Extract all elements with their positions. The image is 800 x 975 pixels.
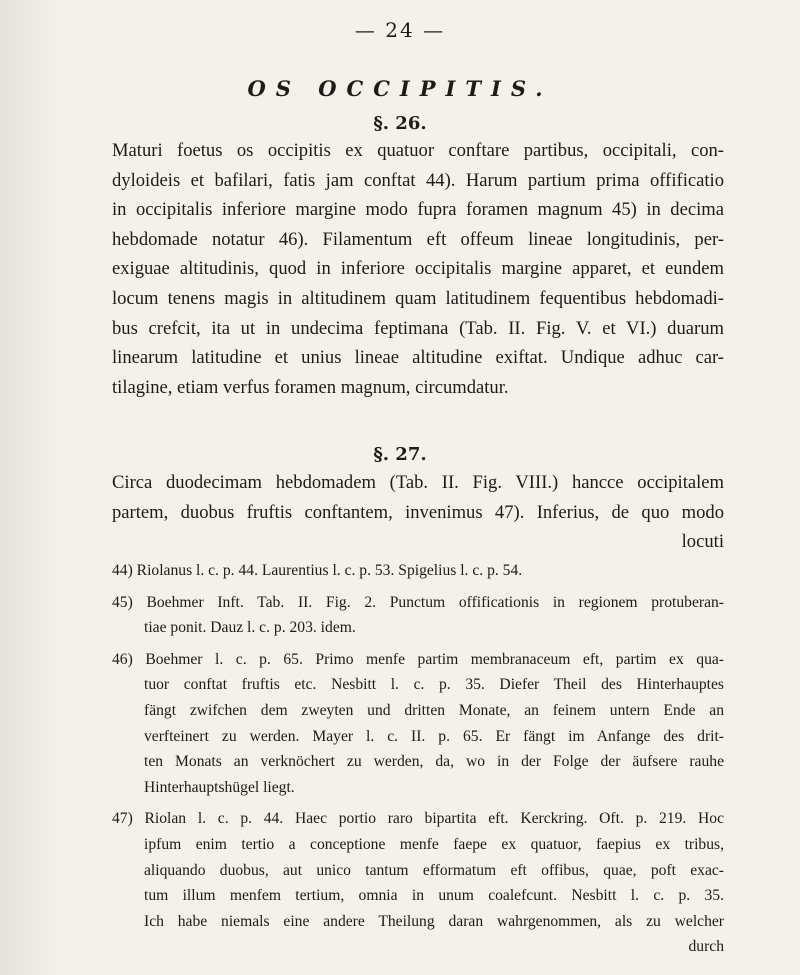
footnote-44 [112, 558, 724, 584]
catchword: durch [688, 938, 724, 956]
footnote-line: fängt zwifchen dem zweyten und dritten Monate, an feinem untern Ende an [144, 701, 724, 719]
footnote-line: 45) Boehmer Inft. Tab. II. Fig. 2. Punctum offificationis in regionem protuberan- [112, 593, 724, 611]
page-fold-shadow [0, 0, 60, 975]
text-line: dyloideis et bafilari, fatis jam conftat 44). Harum partium prima offificatio [112, 169, 724, 191]
footnote-46 [112, 647, 724, 801]
footnote-47 [112, 806, 724, 960]
text-line: hebdomade notatur 46). Filamentum eft offeum lineae longitudinis, per- [112, 228, 724, 250]
footnote-45 [112, 590, 724, 641]
text-line: tilagine, etiam verfus foramen magnum, circumdatur. [112, 376, 509, 398]
text-line: linearum latitudine et unius lineae altitudine exiftat. Undique adhuc car- [112, 347, 724, 369]
footnote-line: Ich habe niemals eine andere Theilung daran wahrgenommen, als zu welcher [144, 912, 724, 930]
footnote-line: tiae ponit. Dauz l. c. p. 203. idem. [144, 619, 356, 637]
footnote-line: ipfum enim tertio a conceptione menfe faepe ex quatuor, faepius ex tribus, [144, 835, 724, 853]
footnote-line: 44) Riolanus l. c. p. 44. Laurentius l. c. p. 53. Spigelius l. c. p. 54. [112, 562, 523, 579]
section-label-26: §. 26. [373, 113, 427, 134]
footnote-line: aliquando duobus, aut unico tantum efformatum eft offibus, quae, poft exac- [144, 861, 724, 879]
page-number: — 24 — [354, 18, 446, 42]
text-line: locum tenens magis in altitudinem quam latitudinem fequentibus hebdomadi- [112, 287, 724, 309]
text-line: partem, duobus fruftis conftantem, invenimus 47). Inferius, de quo modo [112, 501, 724, 523]
section-label-27: §. 27. [373, 444, 427, 465]
text-line: in occipitalis inferiore margine modo fupra foramen magnum 45) in decima [112, 199, 724, 221]
text-line: bus crefcit, ita ut in undecima feptimana (Tab. II. Fig. V. et VI.) duarum [112, 317, 724, 339]
footnote-line: verfteinert zu werden. Mayer l. c. II. p. 65. Er fängt im Anfange des drit- [144, 727, 724, 745]
chapter-heading: OS OCCIPITIS. [247, 76, 553, 101]
text-line: Maturi foetus os occipitis ex quatuor conftare partibus, occipitali, con- [112, 140, 724, 161]
footnote-line: 46) Boehmer l. c. p. 65. Primo menfe partim membranaceum eft, partim ex qua- [112, 650, 724, 668]
section-27-paragraph [112, 468, 724, 557]
footnotes [112, 558, 724, 966]
section-26-paragraph [112, 136, 724, 402]
footnote-line: tuor conftat fruftis etc. Nesbitt l. c. p. 35. Diefer Theil des Hinterhauptes [144, 676, 724, 694]
footnote-line: Hinterhauptshügel liegt. [144, 778, 295, 796]
footnote-line: tum illum menfem tertium, omnia in unum coalefcunt. Nesbitt l. c. p. 35. [144, 887, 724, 905]
footnote-line: 47) Riolan l. c. p. 44. Haec portio raro bipartita eft. Kerckring. Oft. p. 219. Hoc [112, 810, 724, 828]
text-line: exiguae altitudinis, quod in inferiore occipitalis margine apparet, et eundem [112, 258, 724, 280]
catchword: locuti [681, 531, 724, 553]
footnote-line: ten Monats an verknöchert zu werden, da, wo in der Folge der äufsere rauhe [144, 753, 724, 771]
text-line: Circa duodecimam hebdomadem (Tab. II. Fig. VIII.) hancce occipitalem [112, 472, 724, 493]
